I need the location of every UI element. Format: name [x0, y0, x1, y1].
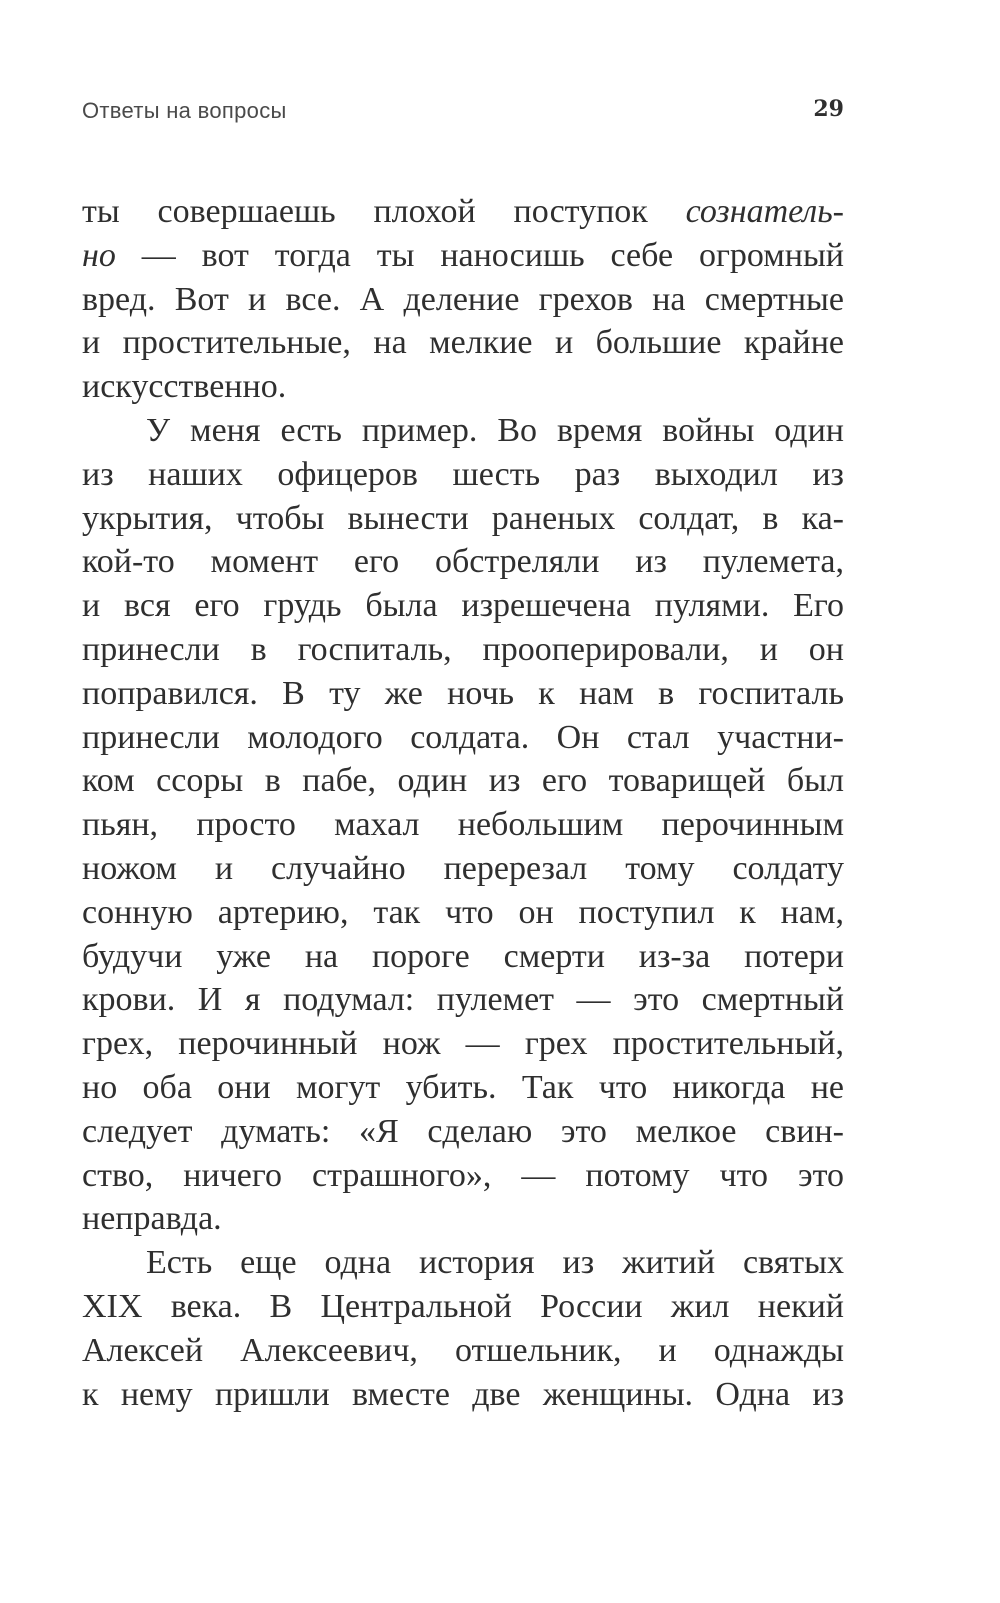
text-line: принесли в госпиталь, прооперировали, и он [82, 630, 844, 668]
text-line: сонную артерию, так что он поступил к нам, [82, 893, 844, 931]
text-line: но — вот тогда ты наносишь себе огромный [82, 236, 844, 274]
text-line: ножом и случайно перерезал тому солдату [82, 849, 844, 887]
text-line: ты совершаешь плохой поступок сознатель- [82, 193, 844, 230]
text-line: и вся его грудь была изрешечена пулями. Его [82, 587, 844, 625]
text-line: из наших офицеров шесть раз выходил из [82, 455, 844, 493]
text-line: поправился. В ту же ночь к нам в госпиталь [82, 674, 844, 712]
text-line: и простительные, на мелкие и большие крайне [82, 324, 844, 362]
text-line: грех, перочинный нож — грех простительный, [82, 1025, 844, 1063]
text-line: укрытия, чтобы вынести раненых солдат, в ка- [82, 499, 844, 537]
text-line: Есть еще одна история из житий святых [146, 1244, 844, 1282]
text-line: к нему пришли вместе две женщины. Одна из [82, 1375, 844, 1413]
running-head [82, 98, 844, 134]
text-line: Алексей Алексеевич, отшельник, и однажды [82, 1331, 844, 1369]
text-line: следует думать: «Я сделаю это мелкое свин- [82, 1112, 844, 1150]
paragraph [82, 409, 844, 1241]
text-line: но оба они могут убить. Так что никогда не [82, 1068, 844, 1106]
body-text [82, 190, 844, 1416]
text-line: неправда. [82, 1200, 222, 1238]
text-line: принесли молодого солдата. Он стал участни- [82, 718, 844, 756]
text-line: кой-то момент его обстреляли из пулемета, [82, 543, 844, 581]
running-title: Ответы на вопросы [82, 98, 287, 123]
text-line: будучи уже на пороге смерти из-за потери [82, 937, 844, 975]
page-number: 29 [813, 96, 844, 122]
text-line: У меня есть пример. Во время войны один [146, 411, 844, 449]
text-line: XIX века. В Центральной России жил некий [82, 1287, 844, 1325]
text-line: искусственно. [82, 368, 287, 406]
text-line: пьян, просто махал небольшим перочинным [82, 806, 844, 844]
text-line: крови. И я подумал: пулемет — это смертный [82, 981, 844, 1019]
paragraph [82, 1241, 844, 1416]
text-line: ство, ничего страшного», — потому что это [82, 1156, 844, 1194]
text-line: ком ссоры в пабе, один из его товарищей был [82, 762, 844, 800]
text-line: вред. Вот и все. А деление грехов на смертные [82, 280, 844, 318]
paragraph [82, 190, 844, 409]
